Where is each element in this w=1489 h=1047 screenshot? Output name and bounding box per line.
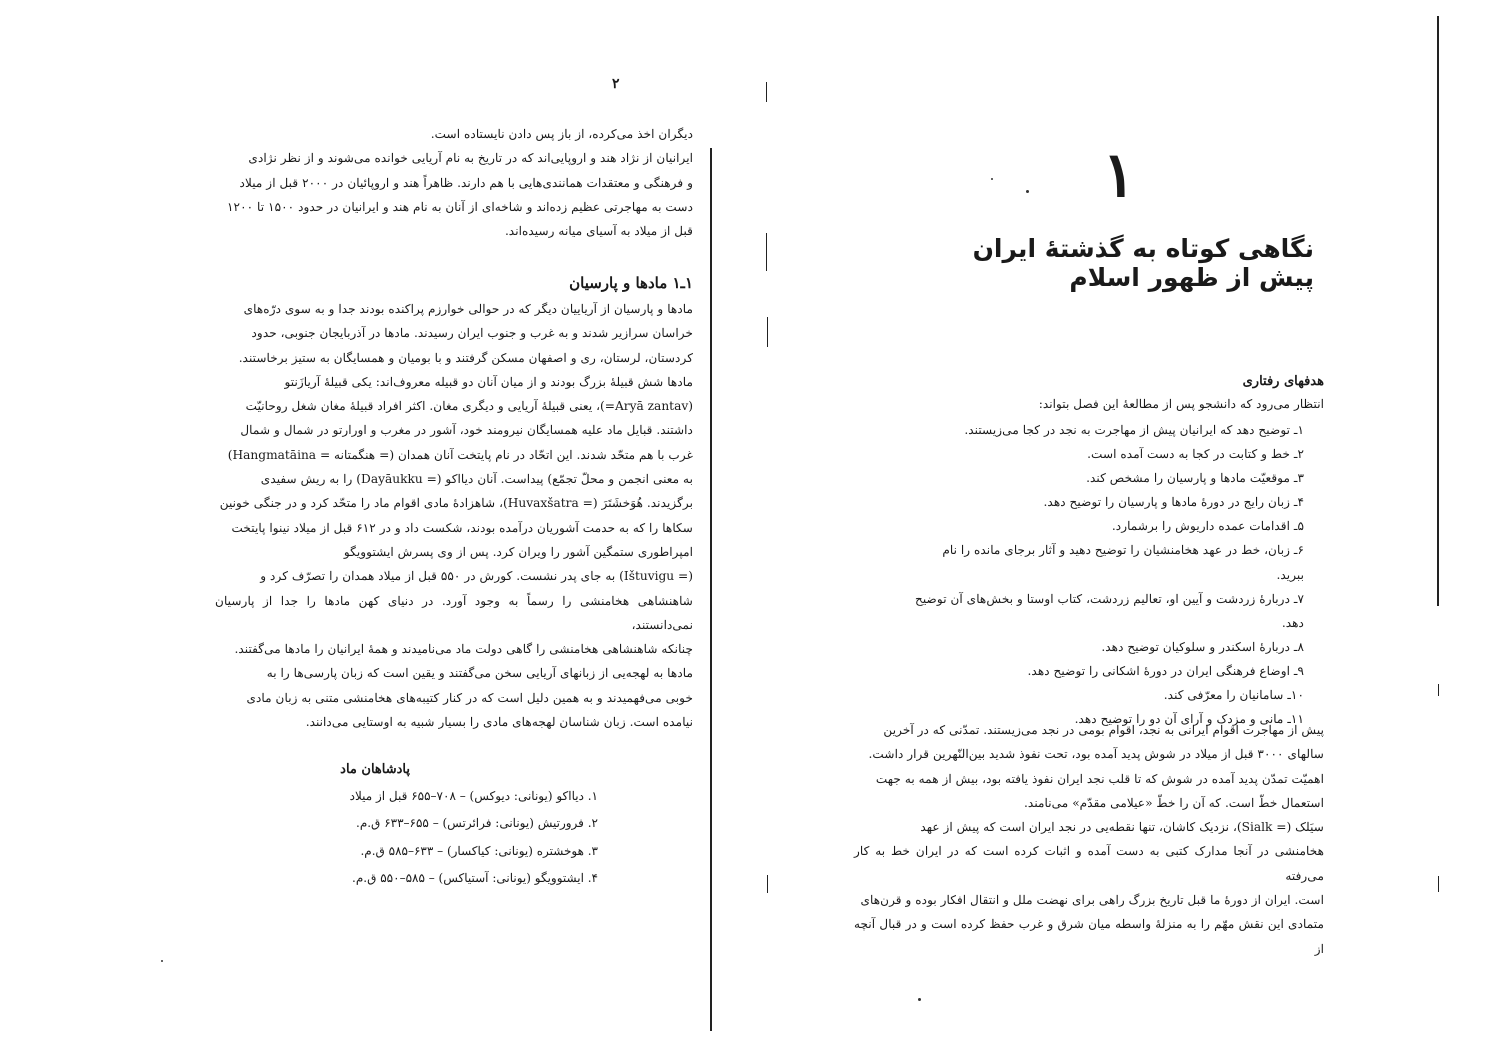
list-item: ۲ـ خط و کتابت در کجا به دست آمده است. xyxy=(1087,447,1304,462)
text-line: دیگران اخذ می‌کرده، از باز پس دادن نایستاده است. xyxy=(430,127,693,141)
list-item: ۴. ایشتوویگو (یونانی: آستیاکس) – ۵۸۵–۵۵۰ ق.م. xyxy=(352,870,598,885)
list-item: ۱۰ـ سامانیان را معرّفی کند. xyxy=(1163,688,1304,703)
text-line: خراسان سرازیر شدند و به غرب و جنوب ایران رسیدند. مادها در آذربایجان جنوبی، حدود xyxy=(251,326,693,341)
text-line: سکاها را که به حدمت آشوریان درآمده بودند، شکست داد و در ۶۱۲ قبل از میلاد نینوا پایتخت xyxy=(231,520,693,535)
text-line: به معنی انجمن و محلّ تجمّع) پیداست. آنان دیااکو (= Dayāukku) را به ریش سفیدی xyxy=(260,472,693,487)
text-line: امپراطوری ستمگین آشور را ویران کرد. پس از وی پسرش ایشتوویگو xyxy=(343,544,693,559)
list-item: ۱ـ توضیح دهد که ایرانیان پیش از مهاجرت به نجد در کجا می‌زیستند. xyxy=(964,423,1304,437)
text-line: غرب با هم متحّد شدند. این اتحّاد در نام پایتخت آنان همدان (= هنگمتانه = Hangmatāina) xyxy=(227,447,693,462)
chapter-number: ۱ xyxy=(1102,138,1136,211)
page-gutter-line xyxy=(710,148,712,1031)
text-line: متمادی این نقش مهّم را به منزلهٔ واسطه میان شرق و غرب حفظ کرده است و در قبال آنچه از xyxy=(854,917,1324,956)
text-line: برگزیدند. هُوَخشَتَرَ (= Huvaxšatra)، شاهزادهٔ مادی اقوام ماد را متحّد کرد و در جنگی خونین xyxy=(219,496,693,511)
text-line: است. ایران از دورهٔ ما قبل تاریخ بزرگ راهی برای نهضت ملل و انتقال افکار بوده و قرن‌های xyxy=(860,893,1324,908)
objectives-intro: انتظار می‌رود که دانشجو پس از مطالعهٔ این فصل بتواند: xyxy=(1038,397,1324,411)
text-line: استعمال خطّ است. که آن را خطّ «عیلامی مقدّم» می‌نامند. xyxy=(1024,795,1324,810)
list-item: ۴ـ زبان رایج در دورهٔ مادها و پارسیان را توضیح دهد. xyxy=(1043,495,1304,510)
list-item: ۹ـ اوضاع فرهنگی ایران در دورهٔ اشکانی را توضیح دهد. xyxy=(1027,663,1304,678)
scan-speck xyxy=(161,960,163,962)
text-line: پیش از مهاجرت اقوام ایرانی به نجد، اقوام بومی در نجد می‌زیستند. تمدّنی که در آخرین xyxy=(883,723,1324,737)
text-line: و فرهنگی و معتقدات همانندی‌هایی با هم دارند. ظاهراً هند و اروپائیان در ۲۰۰۰ قبل از میلاد xyxy=(239,175,693,190)
intro-paragraph xyxy=(215,122,693,243)
text-line: (= Ištuvigu) به جای پدر نشست. کورش در ۵۵۰ قبل از میلاد همدان را تصرّف کرد و xyxy=(260,569,693,584)
text-line: هخامنشی در آنجا مدارک کتبی به دست آمده و اثبات کرده است که در ایران خط به کار می‌رفته xyxy=(854,844,1324,883)
right-page xyxy=(744,0,1489,1047)
left-page xyxy=(0,0,744,1047)
text-line: کردستان، لرستان، ری و اصفهان مسکن گرفتند و با بومیان و همسایگان به ستیز برخاستند. xyxy=(238,350,693,365)
list-item: ۱. دیااکو (یونانی: دیوکس) – ۷۰۸–۶۵۵ قبل از میلاد xyxy=(349,789,598,803)
text-line: چنانکه شاهنشاهی هخامنشی را گاهی دولت ماد می‌نامیدند و همهٔ ایرانیان را مادها می‌گفتند. xyxy=(234,642,693,657)
objectives-list xyxy=(914,418,1304,731)
text-line: دست به مهاجرتی عظیم زده‌اند و شاخه‌ای از آنان به نام هند و ایرانیان در حدود ۱۵۰۰ تا ۱۲۰۰ xyxy=(226,199,693,214)
list-item: ۳. هوخشتره (یونانی: کیاکسار) – ۶۳۳–۵۸۵ ق.م. xyxy=(360,843,598,858)
list-item: ۸ـ دربارهٔ اسکندر و سلوکیان توضیح دهد. xyxy=(1101,639,1304,654)
text-line: شاهنشاهی هخامنشی را رسماً به وجود آورد. در دنیای کهن مادها را جدا از پارسیان نمی‌دانستند، xyxy=(215,593,693,632)
text-line: نیامده است. زبان شناسان لهجه‌های مادی را بسیار شبیه به اوستایی می‌دانند. xyxy=(305,715,693,730)
section-paragraph xyxy=(215,297,693,734)
text-line: قبل از میلاد به آسیای میانه رسیده‌اند. xyxy=(504,224,693,239)
text-line: مادها و پارسیان از آریاییان دیگر که در حوالی خوارزم پراکنده بودند جدا و به سوی درّه‌های xyxy=(243,302,693,316)
list-item: ۳ـ موقعیّت مادها و پارسیان را مشخص کند. xyxy=(1086,471,1304,486)
page-number: ۲ xyxy=(612,76,620,92)
kings-title: پادشاهان ماد xyxy=(340,762,410,777)
list-item: ۱۱ـ مانی و مزدک و آرای آن دو را توضیح دهد. xyxy=(1074,712,1304,727)
list-item: ۵ـ اقدامات عمده داریوش را برشمارد. xyxy=(1111,519,1304,534)
text-line: مادها شش قبیلهٔ بزرگ بودند و از میان آنان دو قبیله معروف‌اند: یکی قبیلهٔ آریازَنتو xyxy=(284,374,693,389)
list-item: ۷ـ دربارهٔ زردشت و آیین او، تعالیم زردشت، کتاب اوستا و بخش‌های آن توضیح دهد. xyxy=(915,591,1304,630)
kings-list xyxy=(310,783,598,892)
section-heading: ۱ـ۱ مادها و پارسیان xyxy=(569,274,693,292)
list-item: ۶ـ زبان، خط در عهد هخامنشیان را توضیح دهید و آثار برجای مانده را نام ببرید. xyxy=(942,543,1304,582)
text-line: مادها به لهجه‌یی از زبانهای آریایی سخن می‌گفتند و یقین است که زبان پارسی‌ها را به xyxy=(266,666,693,681)
text-line: سالهای ۳۰۰۰ قبل از میلاد در شوش پدید آمده بود، تحت نفوذ شدید بین‌النّهرین قرار داشت. xyxy=(868,747,1324,762)
text-line: داشتند. قبایل ماد علیه همسایگان نیرومند خود، آشور در مغرب و اورارتو در شمال و شمال xyxy=(240,423,693,438)
text-line: ایرانیان از نژاد هند و اروپایی‌اند که در تاریخ به نام آریایی خوانده می‌شوند و از نظر نژادی xyxy=(248,151,693,166)
text-line: سیَلک (= Sialk)، نزدیک کاشان، تنها نقطه‌یی در نجد ایران است که پیش از عهد xyxy=(920,820,1324,835)
list-item: ۲. فرورتیش (یونانی: فرائرتس) – ۶۵۵–۶۳۳ ق.م. xyxy=(356,816,598,831)
text-line: اهمیّت تمدّن پدید آمده در شوش که تا قلب نجد ایران نفوذ یافته بود، بیش از همه به جهت xyxy=(875,771,1324,786)
chapter-title: نگاهی کوتاه به گذشتهٔ ایران پیش از ظهور اسلام xyxy=(972,234,1314,292)
text-line: خوبی می‌فهمیدند و به همین دلیل است که در کنار کتیبه‌های هخامنشی متنی به زبان مادی xyxy=(246,690,693,705)
text-line: (Aryā zantav=)، یعنی قبیلهٔ آریایی و دیگری مغان. اکثر افراد قبیلهٔ مغان شغل روحانیّت xyxy=(245,399,693,414)
body-paragraph xyxy=(854,718,1324,961)
objectives-heading: هدفهای رفتاری xyxy=(1242,374,1324,389)
